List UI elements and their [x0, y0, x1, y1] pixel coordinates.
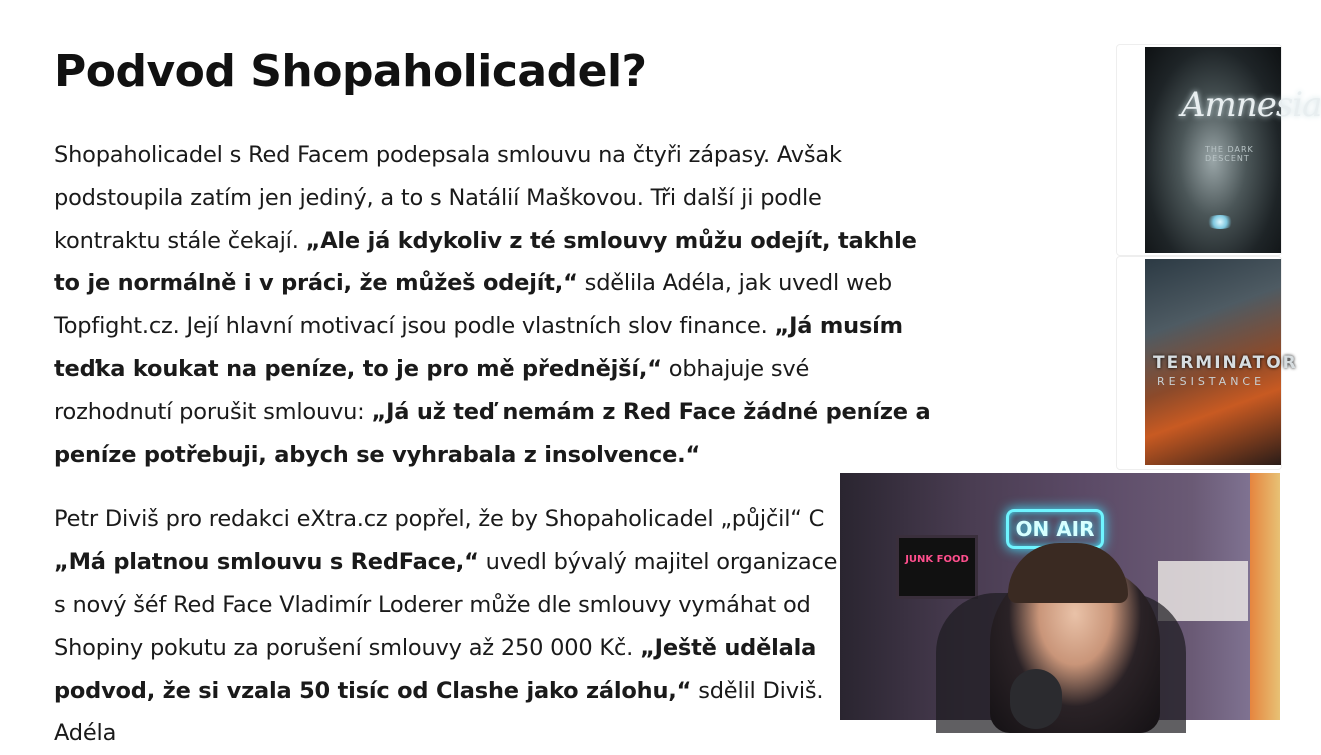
- neon-sign: ON AIR: [1006, 509, 1104, 549]
- p1-text-1: Shopaholicadel s Red Facem podepsala smlouvu na čtyři zápasy. Avšak podstoupila zatím jen jediný, a to s Natálií Maškovou. Tři další ji podle kontraktu stále čekají.: [54, 142, 842, 254]
- p1-text-2: sdělila Adéla, jak uvedl web Topfight.cz. Její hlavní motivací jsou podle vlastních slov finance.: [54, 270, 892, 340]
- poster-text: JUNK FOOD: [905, 554, 969, 565]
- p1-text-3: obhajuje své rozhodnutí porušit smlouvu:: [54, 355, 810, 425]
- sidebar-recommendations: [1116, 44, 1321, 474]
- article-paragraph-1: [54, 134, 934, 476]
- recommended-card-amnesia[interactable]: [1116, 44, 1321, 256]
- article: [54, 40, 934, 755]
- led-light: [1250, 473, 1280, 720]
- streamer-hair: [1008, 543, 1128, 603]
- article-paragraph-2: [54, 498, 854, 755]
- recommended-card-terminator[interactable]: [1116, 256, 1298, 470]
- terminator-subtitle: RESISTANCE: [1157, 375, 1266, 388]
- glow-decoration: [1205, 215, 1235, 229]
- p1-quote-3: „Já už teď nemám z Red Face žádné peníze a peníze potřebuji, abych se vyhrabala z insolvence.“: [54, 398, 931, 468]
- p1-quote-2: „Já musím teďka koukat na peníze, to je pro mě přednější,“: [54, 313, 903, 382]
- p2-text-3: sdělil Diviš. Adéla: [54, 677, 824, 747]
- amnesia-logo: Amnesia: [1181, 85, 1321, 125]
- wall-poster: [896, 535, 978, 599]
- article-title: Podvod Shopaholicadel?: [54, 46, 647, 97]
- p1-quote-1: „Ale já kdykoliv z té smlouvy můžu odejít, takhle to je normálně i v práci, že můžeš odejít,“: [54, 227, 917, 297]
- amnesia-thumbnail[interactable]: [1145, 47, 1321, 253]
- p2-quote-1: „Má platnou smlouvu s RedFace,“: [54, 549, 479, 576]
- p2-text-1: Petr Diviš pro redakci eXtra.cz popřel, že by Shopaholicadel „půjčil“ C: [54, 506, 825, 533]
- terminator-logo: TERMINATOR: [1153, 353, 1298, 373]
- p2-quote-2: „Ještě udělala podvod, že si vzala 50 tisíc od Clashe jako zálohu,“: [54, 634, 817, 704]
- shelf: [1158, 561, 1248, 621]
- terminator-thumbnail[interactable]: [1145, 259, 1298, 465]
- amnesia-subtitle: THE DARK DESCENT: [1205, 145, 1254, 163]
- microphone-icon: [1010, 669, 1062, 729]
- p2-text-2: uvedl bývalý majitel organizace s nový šéf Red Face Vladimír Loderer může dle smlouvy vymáhat od Shopiny pokutu za porušení smlouvy až 250 000 Kč.: [54, 549, 838, 661]
- webcam-overlay: [840, 473, 1280, 720]
